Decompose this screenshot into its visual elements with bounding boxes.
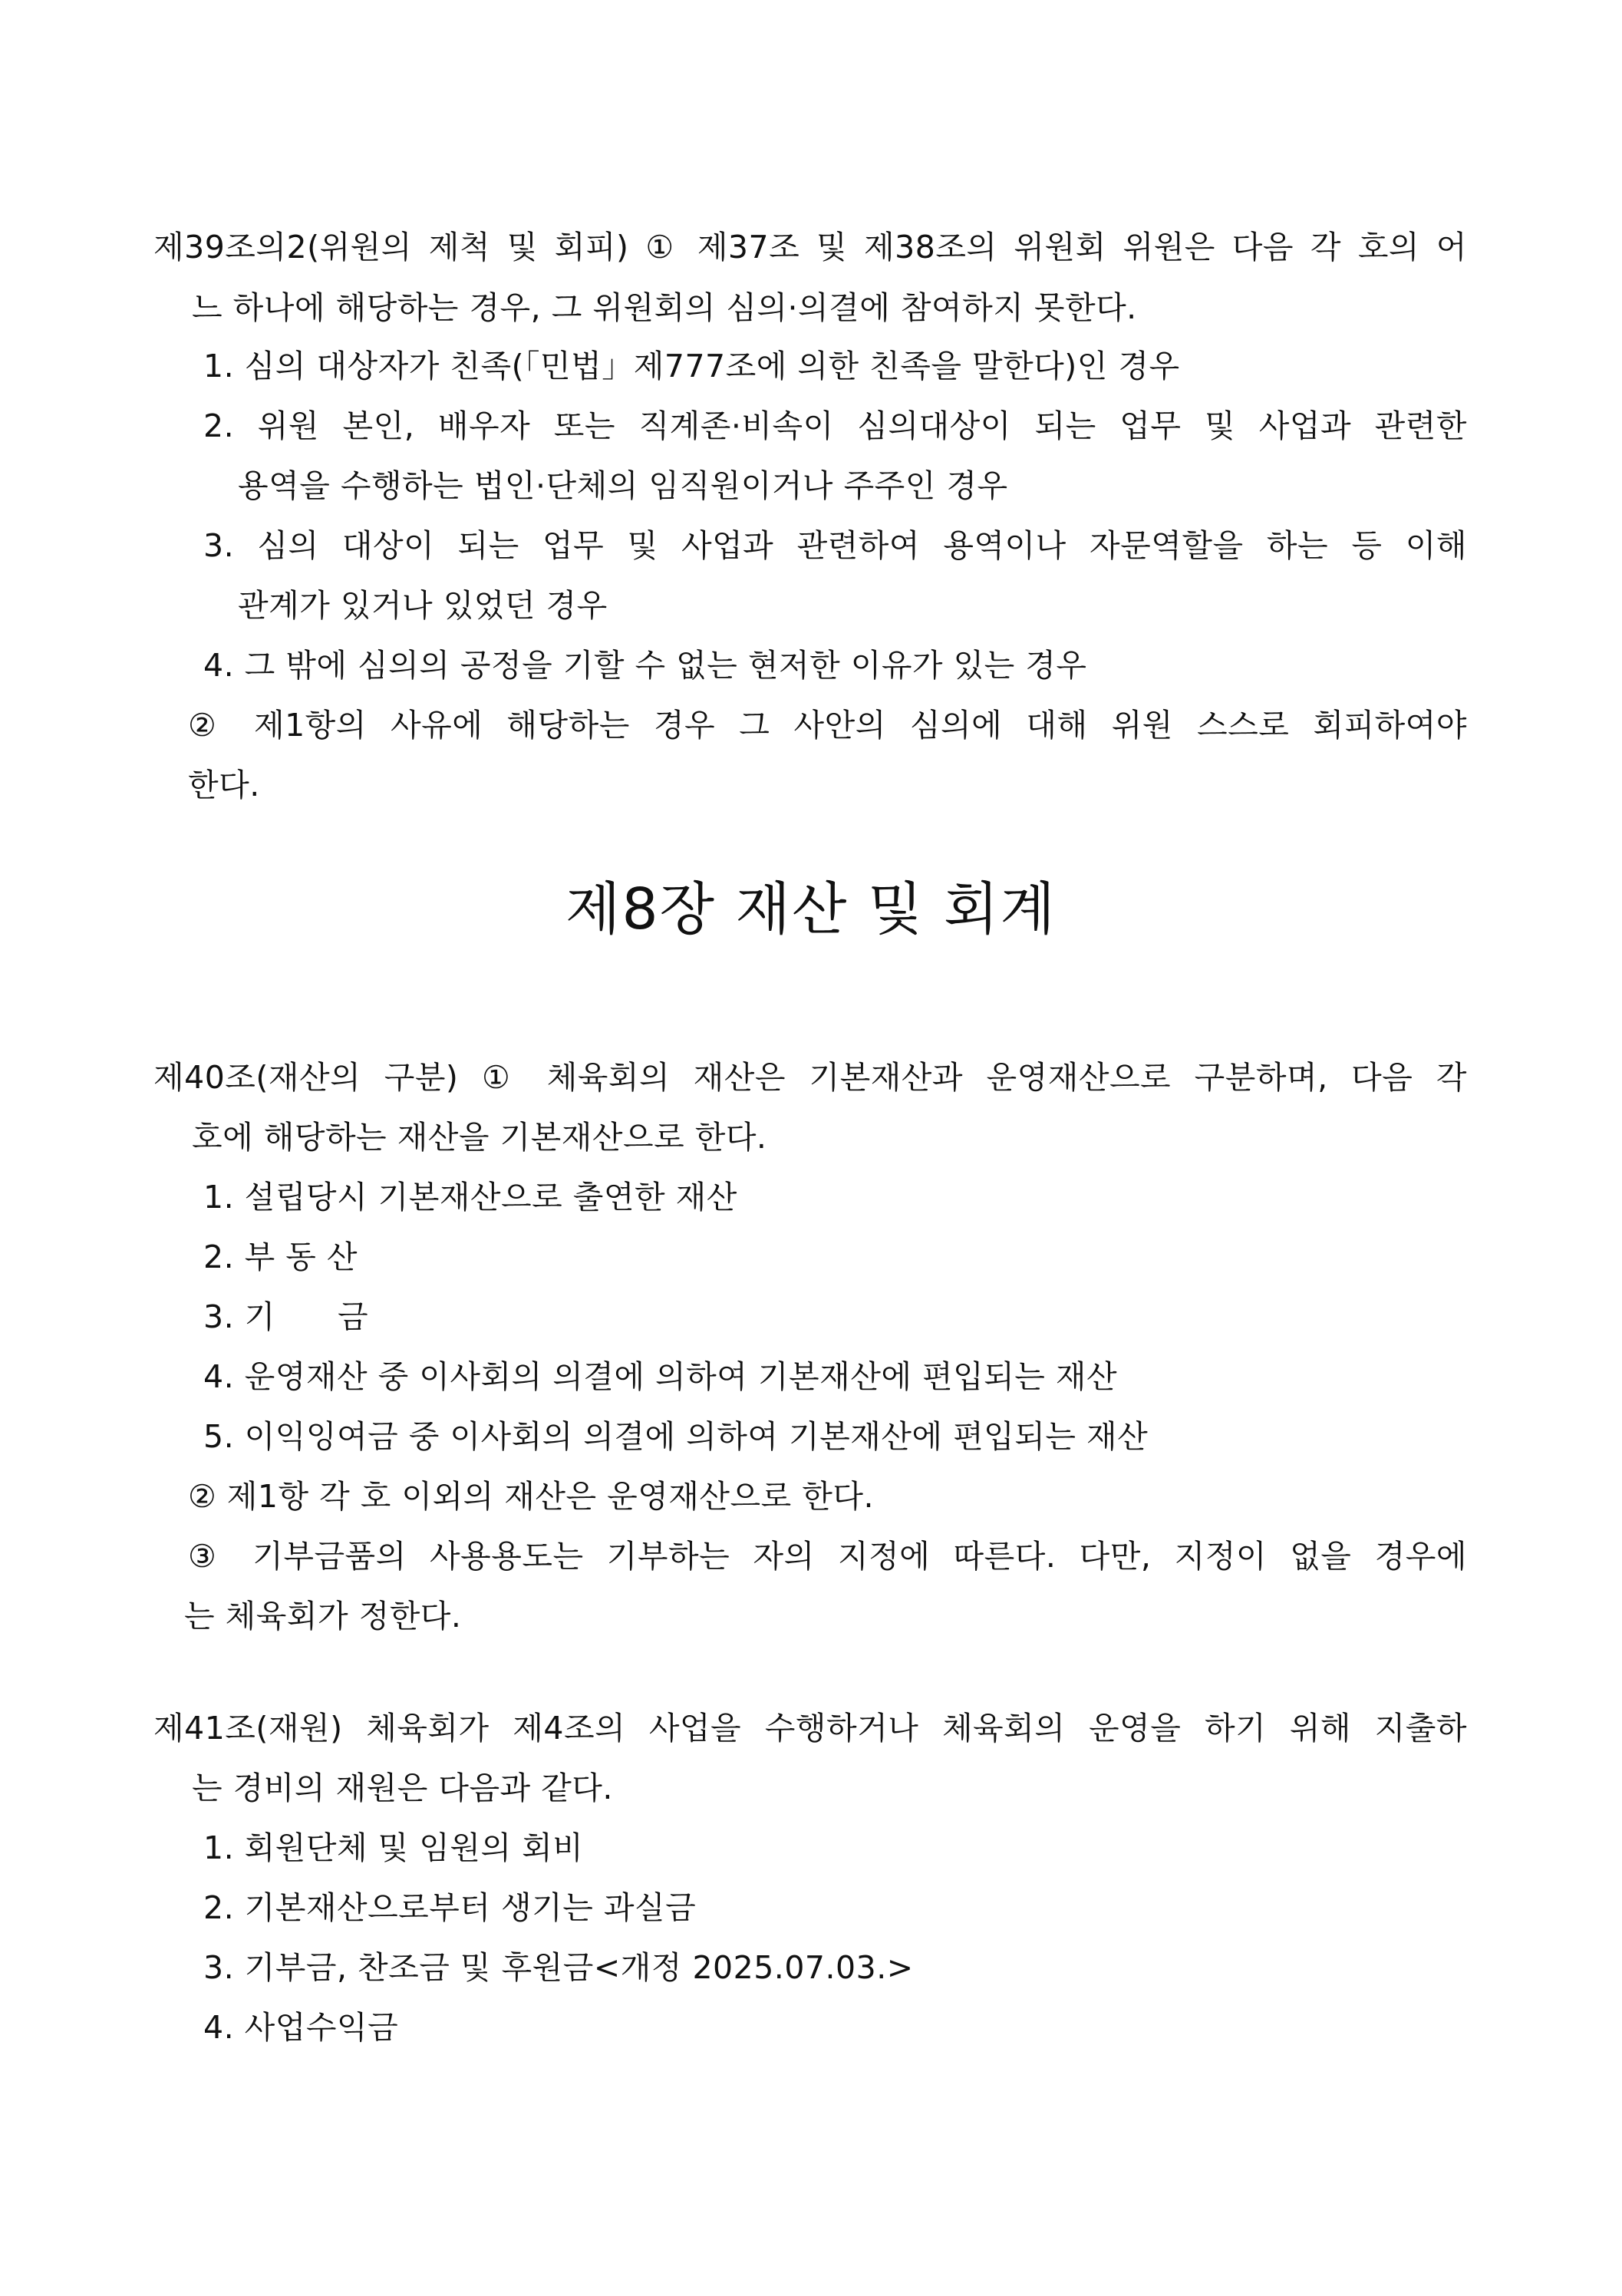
art39-2-item1: 1. 심의 대상자가 친족(「민법」제777조에 의한 친족을 말한다)인 경우 <box>203 348 1180 384</box>
art39-2-item3-line2: 관계가 있거나 있었던 경우 <box>238 587 608 624</box>
art40-heading-line1: 제40조(재산의 구분) ① 체육회의 재산은 기본재산과 운영재산으로 구분하며, 다음 각 <box>153 1059 1467 1096</box>
chapter-title: 제8장 재산 및 회계 <box>565 876 1057 942</box>
art40-item3: 3. 기 금 <box>203 1298 369 1335</box>
art41-item3: 3. 기부금, 찬조금 및 후원금<개정 2025.07.03.> <box>203 1949 914 1986</box>
art39-2-heading-line2: 느 하나에 해당하는 경우, 그 위원회의 심의·의결에 참여하지 못한다. <box>192 289 1137 326</box>
art41-heading-line1: 제41조(재원) 체육회가 제4조의 사업을 수행하거나 체육회의 운영을 하기 위해 지출하 <box>153 1710 1467 1747</box>
art41-item4: 4. 사업수익금 <box>203 2009 399 2046</box>
art40-item1: 1. 설립당시 기본재산으로 출연한 재산 <box>203 1179 737 1216</box>
art41-item1: 1. 회원단체 및 임원의 회비 <box>203 1829 584 1866</box>
art39-2-para2-line1: ② 제1항의 사유에 해당하는 경우 그 사안의 심의에 대해 위원 스스로 회피하여야 <box>188 707 1467 744</box>
art39-2-para2-line2: 한다. <box>188 767 260 803</box>
art40-heading-line2: 호에 해당하는 재산을 기본재산으로 한다. <box>192 1119 767 1156</box>
art40-para3-line2: 는 체육회가 정한다. <box>184 1598 462 1635</box>
art39-2-item2-line2: 용역을 수행하는 법인·단체의 임직원이거나 주주인 경우 <box>238 467 1008 504</box>
art41-heading-line2: 는 경비의 재원은 다음과 같다. <box>192 1770 613 1806</box>
art39-2-item3-line1: 3. 심의 대상이 되는 업무 및 사업과 관련하여 용역이나 자문역할을 하는 등 이해 <box>203 527 1467 564</box>
art40-para2: ② 제1항 각 호 이외의 재산은 운영재산으로 한다. <box>188 1478 875 1515</box>
art39-2-item4: 4. 그 밖에 심의의 공정을 기할 수 없는 현저한 이유가 있는 경우 <box>203 647 1087 684</box>
art40-item2: 2. 부 동 산 <box>203 1239 358 1275</box>
art40-para3-line1: ③ 기부금품의 사용용도는 기부하는 자의 지정에 따른다. 다만, 지정이 없을 경우에 <box>188 1538 1467 1575</box>
art40-item4: 4. 운영재산 중 이사회의 의결에 의하여 기본재산에 편입되는 재산 <box>203 1358 1118 1395</box>
art41-item2: 2. 기본재산으로부터 생기는 과실금 <box>203 1889 697 1926</box>
art40-item5: 5. 이익잉여금 중 이사회의 의결에 의하여 기본재산에 편입되는 재산 <box>203 1418 1149 1455</box>
art39-2-item2-line1: 2. 위원 본인, 배우자 또는 직계존·비속이 심의대상이 되는 업무 및 사업과 관련한 <box>203 407 1467 444</box>
art39-2-heading-line1: 제39조의2(위원의 제척 및 회피) ① 제37조 및 제38조의 위원회 위원은 다음 각 호의 어 <box>153 229 1467 266</box>
